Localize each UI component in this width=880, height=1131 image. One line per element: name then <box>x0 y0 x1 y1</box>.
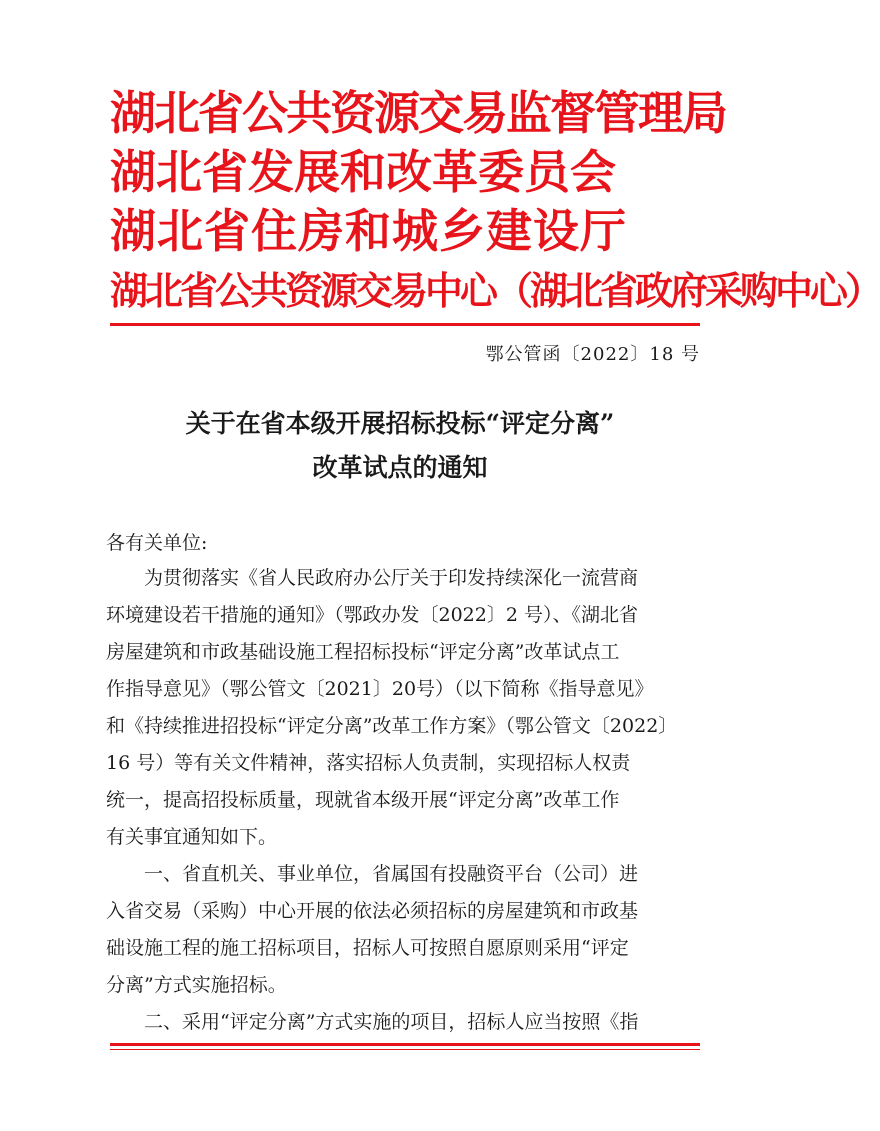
issuer-line: 湖北省住房和城乡建设厅 <box>110 204 627 258</box>
body-line: 有关事宜通知如下。 <box>106 826 278 848</box>
document-title-line: 关于在省本级开展招标投标“评定分离” <box>185 409 615 438</box>
body-line: 统一，提高招投标质量，现就省本级开展“评定分离”改革工作 <box>106 789 620 811</box>
issuer-line: 湖北省公共资源交易中心（湖北省政府采购中心） <box>110 268 880 313</box>
issuer-line: 湖北省发展和改革委员会 <box>110 145 616 199</box>
salutation: 各有关单位: <box>106 532 208 554</box>
red-footer-rule-thin <box>110 1049 700 1050</box>
red-header-rule <box>110 323 700 326</box>
document-number: 鄂公管函〔2022〕18 号 <box>485 344 700 365</box>
body-line: 16 号）等有关文件精神，落实招标人负责制，实现招标人权责 <box>106 752 631 774</box>
body-line: 一、省直机关、事业单位，省属国有投融资平台（公司）进 <box>106 863 639 885</box>
body-line: 房屋建筑和市政基础设施工程招标投标“评定分离”改革试点工 <box>106 641 620 663</box>
body-line: 为贯彻落实《省人民政府办公厅关于印发持续深化一流营商 <box>106 567 639 589</box>
body-line: 入省交易（采购）中心开展的依法必须招标的房屋建筑和市政基 <box>106 900 639 922</box>
body-line: 二、采用“评定分离”方式实施的项目，招标人应当按照《指 <box>106 1011 639 1033</box>
body-line: 作指导意见》（鄂公管文〔2021〕20号）（以下简称《指导意见》 <box>106 678 654 700</box>
body-line: 础设施工程的施工招标项目，招标人可按照自愿原则采用“评定 <box>106 937 629 959</box>
red-footer-rule <box>110 1043 700 1046</box>
document-title-line: 改革试点的通知 <box>312 453 488 482</box>
issuer-line: 湖北省公共资源交易监督管理局 <box>110 86 726 140</box>
body-line: 和《持续推进招投标“评定分离”改革工作方案》（鄂公管文〔2022〕 <box>106 715 678 737</box>
body-line: 分离”方式实施招标。 <box>106 974 287 996</box>
issuer-header <box>110 84 880 320</box>
body-line: 环境建设若干措施的通知》（鄂政办发〔2022〕2 号）、《湖北省 <box>106 604 638 626</box>
